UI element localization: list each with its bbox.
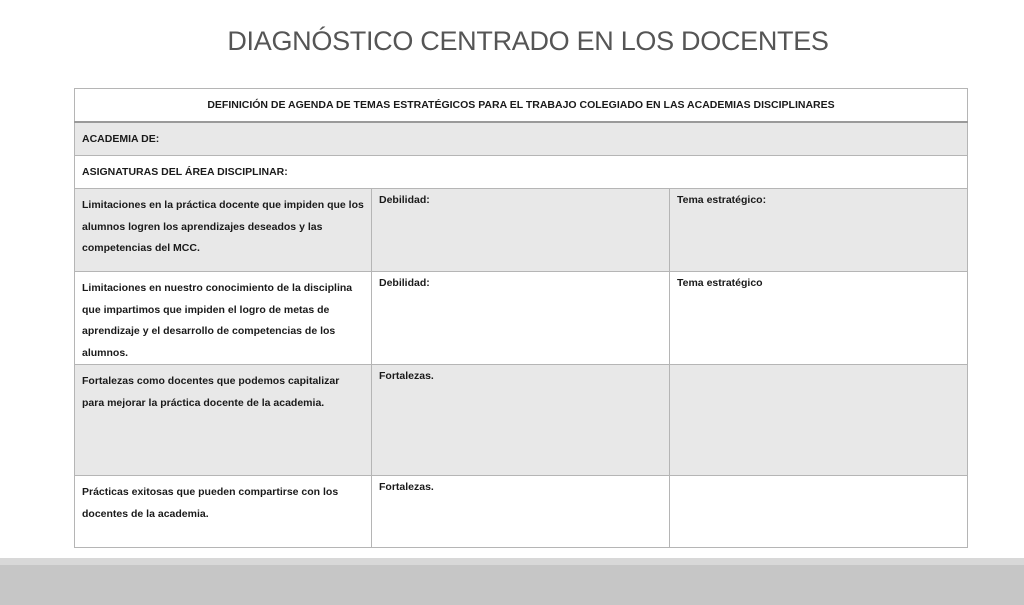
- row-description-cell: [75, 365, 372, 476]
- table-header: DEFINICIÓN DE AGENDA DE TEMAS ESTRATÉGICOS PARA EL TRABAJO COLEGIADO EN LAS ACADEMIAS DISCIPLINARES: [75, 89, 968, 123]
- row-description-cell: [75, 189, 372, 272]
- footer-band-highlight: [0, 558, 1024, 565]
- debilidad-label: Debilidad:: [379, 194, 430, 206]
- empty-cell[interactable]: [670, 365, 968, 476]
- debilidad-label: Debilidad:: [379, 277, 430, 289]
- fortalezas-cell[interactable]: [372, 365, 670, 476]
- table-row: [75, 365, 968, 476]
- debilidad-cell[interactable]: [372, 189, 670, 272]
- row-description: Limitaciones en nuestro conocimiento de la disciplina que impartimos que impiden el logro de metas de aprendizaje y el desarrollo de competencias de los alumnos.: [82, 282, 353, 359]
- table-row: [75, 476, 968, 548]
- row-description-cell: [75, 476, 372, 548]
- empty-cell[interactable]: [670, 476, 968, 548]
- tema-estrategico-label: Tema estratégico: [677, 277, 763, 289]
- tema-estrategico-cell[interactable]: [670, 189, 968, 272]
- debilidad-cell[interactable]: [372, 272, 670, 365]
- footer-band: [0, 558, 1024, 605]
- table-row: [75, 189, 968, 272]
- row-description: Fortalezas como docentes que podemos capitalizar para mejorar la práctica docente de la academia.: [82, 375, 340, 409]
- tema-estrategico-label: Tema estratégico:: [677, 194, 767, 206]
- asignaturas-row: [75, 156, 968, 189]
- table-row: [75, 272, 968, 365]
- fortalezas-cell[interactable]: [372, 476, 670, 548]
- academia-label: ACADEMIA DE:: [82, 133, 160, 145]
- fortalezas-label: Fortalezas.: [379, 370, 434, 382]
- row-description-cell: [75, 272, 372, 365]
- agenda-table: [74, 88, 968, 548]
- fortalezas-label: Fortalezas.: [379, 481, 434, 493]
- empty-cell-text: [677, 365, 960, 369]
- row-description: Limitaciones en la práctica docente que impiden que los alumnos logren los aprendizajes deseados y las competencias del MCC.: [82, 199, 364, 254]
- row-description: Prácticas exitosas que pueden compartirse con los docentes de la academia.: [82, 486, 339, 520]
- empty-cell-text: [677, 476, 960, 480]
- academia-field[interactable]: [75, 122, 968, 156]
- academia-row: [75, 122, 968, 156]
- asignaturas-field[interactable]: [75, 156, 968, 189]
- page-title: DIAGNÓSTICO CENTRADO EN LOS DOCENTES: [227, 26, 829, 56]
- tema-estrategico-cell[interactable]: [670, 272, 968, 365]
- table-header-row: [75, 89, 968, 123]
- asignaturas-label: ASIGNATURAS DEL ÁREA DISCIPLINAR:: [82, 166, 288, 178]
